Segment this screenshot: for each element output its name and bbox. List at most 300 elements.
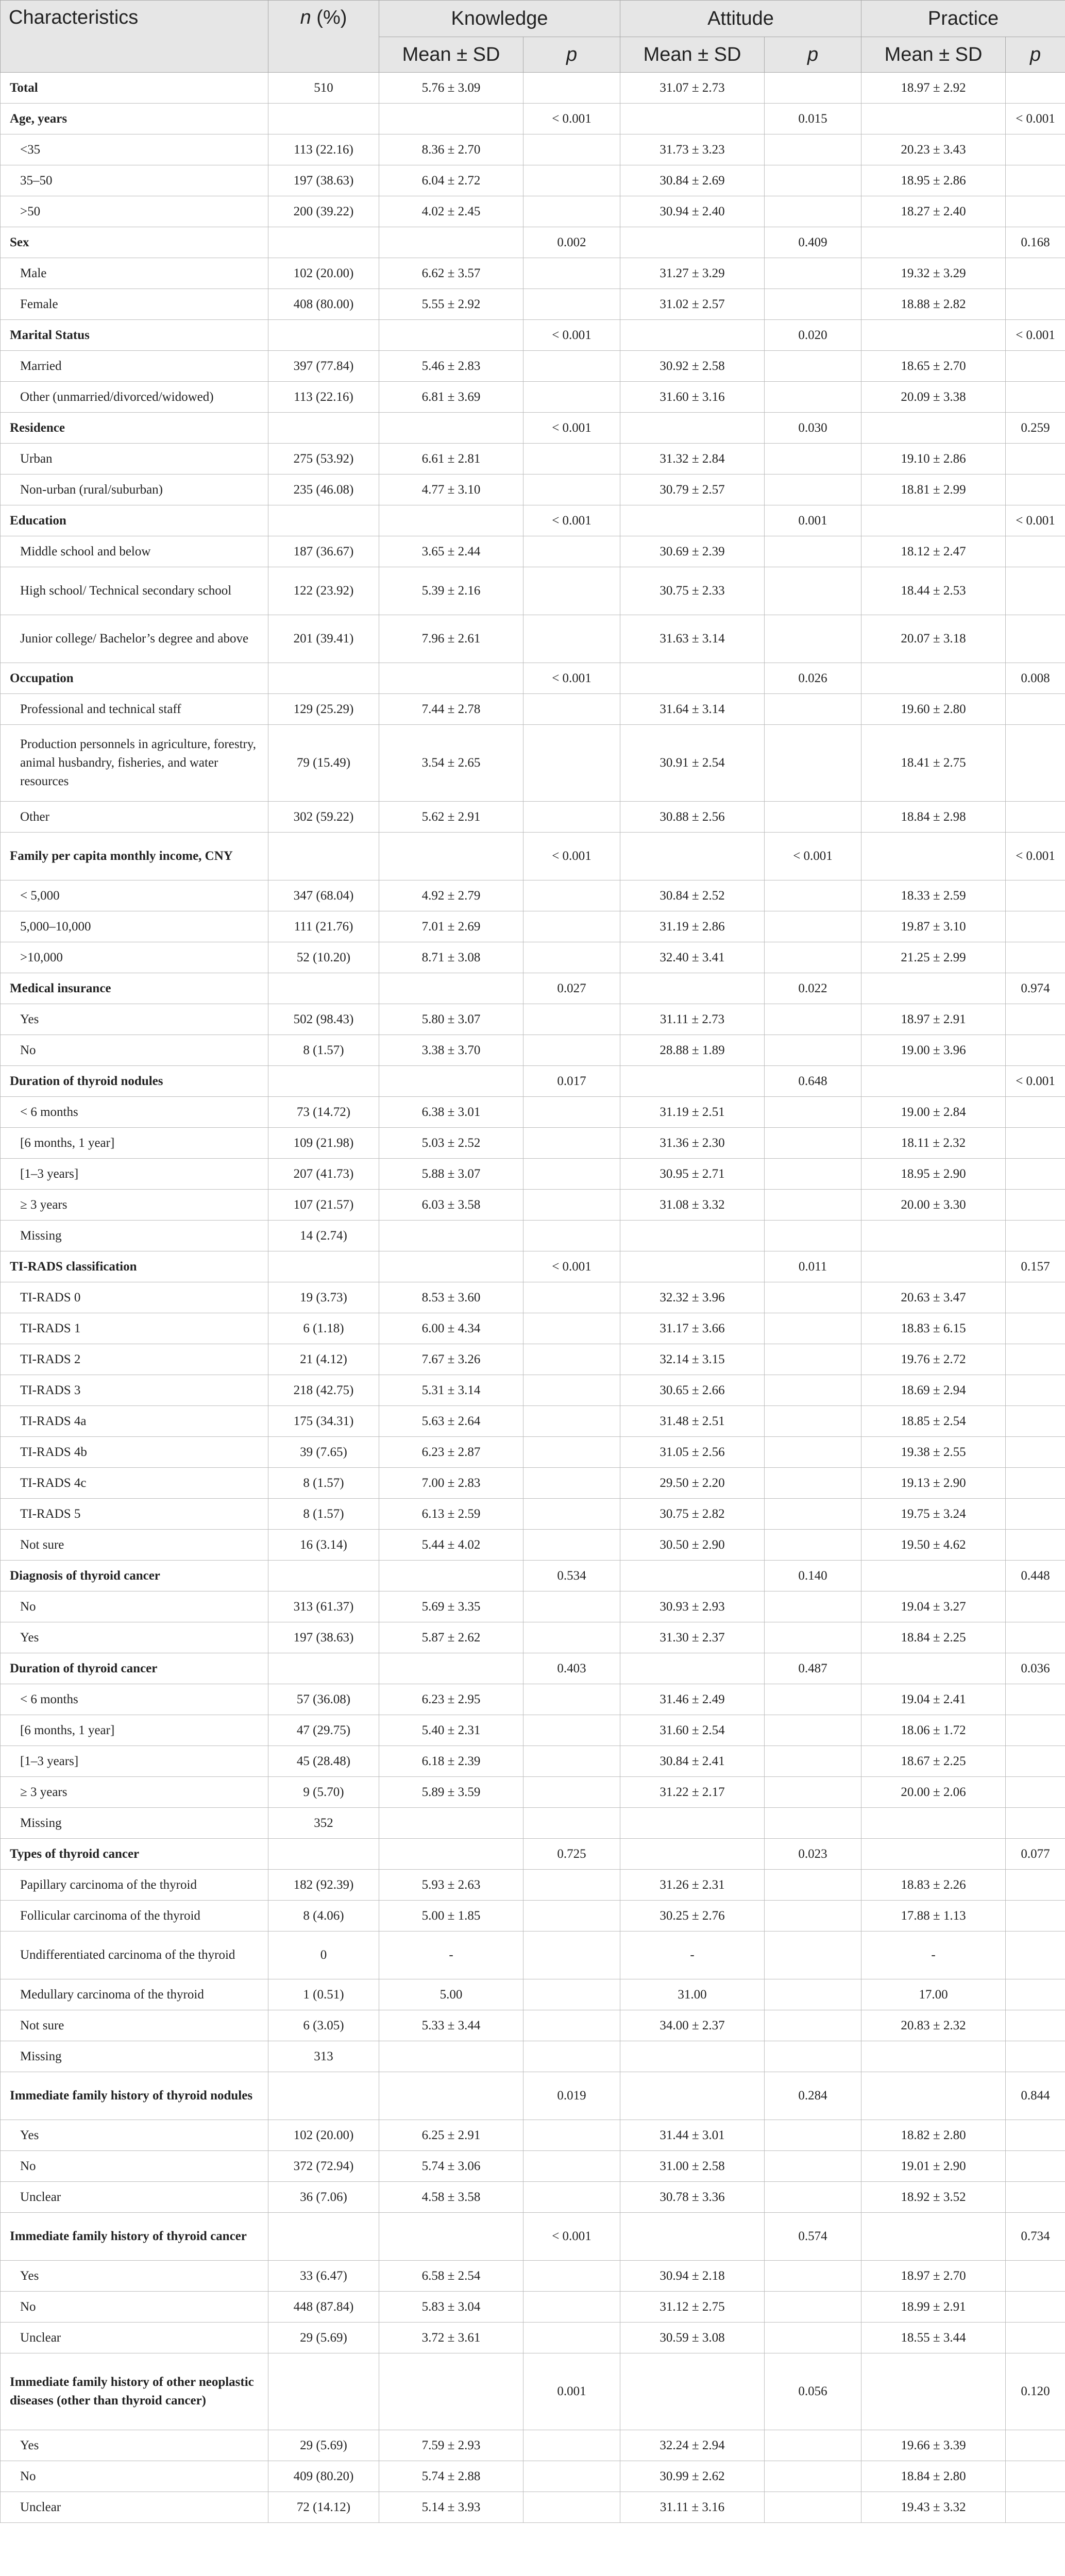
row-n: 175 (34.31)	[268, 1406, 379, 1437]
table-row	[1, 1344, 1065, 1375]
row-knowledge-p	[523, 694, 620, 725]
row-practice-p	[1006, 351, 1065, 382]
row-knowledge: 6.00 ± 4.34	[379, 1313, 523, 1344]
table-row	[1, 1221, 1065, 1251]
row-practice: 19.75 ± 3.24	[861, 1499, 1006, 1530]
row-knowledge-p	[523, 2182, 620, 2213]
section-knowledge-p: < 0.001	[523, 663, 620, 694]
row-practice: 19.50 ± 4.62	[861, 1530, 1006, 1561]
row-n: 57 (36.08)	[268, 1684, 379, 1715]
row-practice-p	[1006, 1375, 1065, 1406]
row-practice: 19.87 ± 3.10	[861, 911, 1006, 942]
row-attitude-p	[765, 1901, 861, 1931]
section-practice-p: < 0.001	[1006, 1066, 1065, 1097]
row-attitude-p	[765, 1035, 861, 1066]
section-practice	[861, 1066, 1006, 1097]
header-practice-mean-sd: Mean ± SD	[861, 37, 1006, 73]
row-practice: 20.00 ± 2.06	[861, 1777, 1006, 1808]
row-practice: 20.63 ± 3.47	[861, 1282, 1006, 1313]
table-row	[1, 1901, 1065, 1931]
row-label: Unclear	[1, 2323, 268, 2353]
row-n: 397 (77.84)	[268, 351, 379, 382]
table-row	[1, 1004, 1065, 1035]
row-knowledge: 8.36 ± 2.70	[379, 134, 523, 165]
section-practice-p: 0.844	[1006, 2072, 1065, 2120]
row-knowledge: 5.03 ± 2.52	[379, 1128, 523, 1159]
row-practice: 18.99 ± 2.91	[861, 2292, 1006, 2323]
section-title: Medical insurance	[1, 973, 268, 1004]
row-knowledge-p	[523, 134, 620, 165]
row-attitude: 31.27 ± 3.29	[620, 258, 765, 289]
row-practice-p	[1006, 2492, 1065, 2523]
row-practice-p	[1006, 2041, 1065, 2072]
table-row	[1, 2461, 1065, 2492]
row-practice: 19.01 ± 2.90	[861, 2151, 1006, 2182]
row-attitude: 30.95 ± 2.71	[620, 1159, 765, 1190]
row-label: < 6 months	[1, 1097, 268, 1128]
row-n: 33 (6.47)	[268, 2261, 379, 2292]
row-practice: -	[861, 1931, 1006, 1979]
table-row	[1, 1097, 1065, 1128]
section-practice	[861, 833, 1006, 880]
row-attitude-p	[765, 196, 861, 227]
section-practice-p: 0.974	[1006, 973, 1065, 1004]
section-practice-p: 0.077	[1006, 1839, 1065, 1870]
row-knowledge-p	[523, 1901, 620, 1931]
row-n: 29 (5.69)	[268, 2430, 379, 2461]
section-knowledge-p: 0.725	[523, 1839, 620, 1870]
section-practice	[861, 1839, 1006, 1870]
row-attitude: 31.73 ± 3.23	[620, 134, 765, 165]
row-knowledge: 3.72 ± 3.61	[379, 2323, 523, 2353]
row-attitude: 30.65 ± 2.66	[620, 1375, 765, 1406]
row-label: <35	[1, 134, 268, 165]
row-label: Female	[1, 289, 268, 320]
table-row	[1, 1499, 1065, 1530]
table-row	[1, 289, 1065, 320]
row-knowledge: 5.14 ± 3.93	[379, 2492, 523, 2523]
row-attitude-p	[765, 1437, 861, 1468]
row-practice: 19.43 ± 3.32	[861, 2492, 1006, 2523]
row-n: 73 (14.72)	[268, 1097, 379, 1128]
section-knowledge-p: < 0.001	[523, 1251, 620, 1282]
row-knowledge: 3.54 ± 2.65	[379, 725, 523, 802]
table-row	[1, 2292, 1065, 2323]
row-n: 8 (1.57)	[268, 1035, 379, 1066]
row-knowledge: 7.96 ± 2.61	[379, 615, 523, 663]
row-knowledge-p	[523, 1591, 620, 1622]
total-knowledge: 5.76 ± 3.09	[379, 73, 523, 104]
section-header-row	[1, 320, 1065, 351]
section-practice	[861, 505, 1006, 536]
section-header-row	[1, 2353, 1065, 2430]
row-attitude-p	[765, 2323, 861, 2353]
section-n	[268, 833, 379, 880]
row-label: Professional and technical staff	[1, 694, 268, 725]
row-knowledge-p	[523, 880, 620, 911]
row-attitude-p	[765, 615, 861, 663]
row-attitude-p	[765, 2010, 861, 2041]
table-row	[1, 911, 1065, 942]
row-attitude: 30.25 ± 2.76	[620, 1901, 765, 1931]
section-knowledge-p: 0.001	[523, 2353, 620, 2430]
row-practice-p	[1006, 1190, 1065, 1221]
row-n: 6 (3.05)	[268, 2010, 379, 2041]
row-n: 36 (7.06)	[268, 2182, 379, 2213]
table-body	[1, 73, 1065, 2523]
row-label: TI-RADS 2	[1, 1344, 268, 1375]
row-practice: 19.04 ± 2.41	[861, 1684, 1006, 1715]
row-attitude-p	[765, 1190, 861, 1221]
row-attitude: 31.32 ± 2.84	[620, 444, 765, 474]
section-practice-p: 0.259	[1006, 413, 1065, 444]
row-knowledge-p	[523, 615, 620, 663]
row-attitude-p	[765, 2292, 861, 2323]
row-practice: 18.83 ± 2.26	[861, 1870, 1006, 1901]
row-attitude-p	[765, 1282, 861, 1313]
table-row	[1, 1622, 1065, 1653]
section-header-row	[1, 1653, 1065, 1684]
row-attitude	[620, 1808, 765, 1839]
row-knowledge-p	[523, 1313, 620, 1344]
row-attitude: 29.50 ± 2.20	[620, 1468, 765, 1499]
section-title: Immediate family history of thyroid cancer	[1, 2213, 268, 2261]
row-practice: 18.65 ± 2.70	[861, 351, 1006, 382]
row-knowledge-p	[523, 1190, 620, 1221]
table-row	[1, 615, 1065, 663]
row-knowledge-p	[523, 2461, 620, 2492]
row-practice-p	[1006, 1221, 1065, 1251]
row-practice-p	[1006, 165, 1065, 196]
section-knowledge-p: 0.017	[523, 1066, 620, 1097]
row-attitude: 31.26 ± 2.31	[620, 1870, 765, 1901]
table-row	[1, 1128, 1065, 1159]
section-header-row	[1, 413, 1065, 444]
row-practice-p	[1006, 1870, 1065, 1901]
row-attitude-p	[765, 1406, 861, 1437]
section-header-row	[1, 104, 1065, 134]
section-practice	[861, 413, 1006, 444]
row-label: Other (unmarried/divorced/widowed)	[1, 382, 268, 413]
row-attitude: 31.63 ± 3.14	[620, 615, 765, 663]
row-label: < 6 months	[1, 1684, 268, 1715]
section-attitude-p: 0.026	[765, 663, 861, 694]
row-attitude: 30.99 ± 2.62	[620, 2461, 765, 2492]
row-knowledge: 5.88 ± 3.07	[379, 1159, 523, 1190]
total-attitude-p	[765, 73, 861, 104]
row-knowledge-p	[523, 942, 620, 973]
row-attitude-p	[765, 1375, 861, 1406]
section-practice-p: 0.008	[1006, 663, 1065, 694]
row-attitude-p	[765, 134, 861, 165]
table-row	[1, 880, 1065, 911]
row-label: Missing	[1, 2041, 268, 2072]
row-attitude: 30.69 ± 2.39	[620, 536, 765, 567]
row-practice: 20.83 ± 2.32	[861, 2010, 1006, 2041]
row-attitude-p	[765, 725, 861, 802]
section-title: Age, years	[1, 104, 268, 134]
row-practice-p	[1006, 567, 1065, 615]
row-attitude: 28.88 ± 1.89	[620, 1035, 765, 1066]
section-header-row	[1, 2072, 1065, 2120]
section-title: Residence	[1, 413, 268, 444]
row-knowledge: 3.65 ± 2.44	[379, 536, 523, 567]
row-n: 102 (20.00)	[268, 2120, 379, 2151]
row-practice-p	[1006, 802, 1065, 833]
row-label: Missing	[1, 1221, 268, 1251]
row-n: 29 (5.69)	[268, 2323, 379, 2353]
table-row	[1, 1870, 1065, 1901]
row-knowledge: 6.18 ± 2.39	[379, 1746, 523, 1777]
row-practice-p	[1006, 1777, 1065, 1808]
table-row	[1, 2010, 1065, 2041]
row-attitude-p	[765, 2461, 861, 2492]
header-characteristics: Characteristics	[1, 1, 268, 73]
row-practice-p	[1006, 2461, 1065, 2492]
row-knowledge: 6.23 ± 2.87	[379, 1437, 523, 1468]
row-knowledge-p	[523, 1777, 620, 1808]
row-label: No	[1, 2292, 268, 2323]
row-attitude: 31.05 ± 2.56	[620, 1437, 765, 1468]
row-practice-p	[1006, 1808, 1065, 1839]
row-practice: 19.04 ± 3.27	[861, 1591, 1006, 1622]
header-attitude-p: p	[765, 37, 861, 73]
table-row	[1, 1468, 1065, 1499]
section-attitude-p: 0.574	[765, 2213, 861, 2261]
row-label: No	[1, 1035, 268, 1066]
row-practice-p	[1006, 1979, 1065, 2010]
row-attitude-p	[765, 1313, 861, 1344]
section-knowledge	[379, 505, 523, 536]
table-row	[1, 1159, 1065, 1190]
row-attitude-p	[765, 1097, 861, 1128]
row-label: 35–50	[1, 165, 268, 196]
row-knowledge-p	[523, 1746, 620, 1777]
row-attitude: 32.24 ± 2.94	[620, 2430, 765, 2461]
section-title: TI-RADS classification	[1, 1251, 268, 1282]
row-n: 0	[268, 1931, 379, 1979]
row-label: [1–3 years]	[1, 1746, 268, 1777]
row-attitude-p	[765, 1468, 861, 1499]
row-practice-p	[1006, 536, 1065, 567]
row-knowledge: 4.02 ± 2.45	[379, 196, 523, 227]
table-row	[1, 2261, 1065, 2292]
section-knowledge-p: 0.403	[523, 1653, 620, 1684]
section-title: Family per capita monthly income, CNY	[1, 833, 268, 880]
row-knowledge: 6.38 ± 3.01	[379, 1097, 523, 1128]
row-knowledge: -	[379, 1931, 523, 1979]
row-practice-p	[1006, 1746, 1065, 1777]
section-knowledge	[379, 1653, 523, 1684]
row-n: 45 (28.48)	[268, 1746, 379, 1777]
row-practice	[861, 1221, 1006, 1251]
section-header-row	[1, 1561, 1065, 1591]
row-attitude: 31.60 ± 2.54	[620, 1715, 765, 1746]
row-practice: 19.00 ± 2.84	[861, 1097, 1006, 1128]
row-practice: 18.92 ± 3.52	[861, 2182, 1006, 2213]
row-label: ≥ 3 years	[1, 1777, 268, 1808]
row-knowledge: 5.46 ± 2.83	[379, 351, 523, 382]
row-knowledge-p	[523, 536, 620, 567]
row-knowledge-p	[523, 1499, 620, 1530]
row-knowledge-p	[523, 2323, 620, 2353]
section-header-row	[1, 227, 1065, 258]
row-label: No	[1, 2151, 268, 2182]
row-n: 122 (23.92)	[268, 567, 379, 615]
row-attitude-p	[765, 1004, 861, 1035]
section-header-row	[1, 973, 1065, 1004]
row-practice-p	[1006, 1437, 1065, 1468]
row-practice: 18.84 ± 2.25	[861, 1622, 1006, 1653]
row-label: Junior college/ Bachelor’s degree and above	[1, 615, 268, 663]
section-attitude-p: 0.015	[765, 104, 861, 134]
row-label: Unclear	[1, 2182, 268, 2213]
row-knowledge: 3.38 ± 3.70	[379, 1035, 523, 1066]
section-n	[268, 1839, 379, 1870]
row-knowledge-p	[523, 2430, 620, 2461]
row-attitude: 31.22 ± 2.17	[620, 1777, 765, 1808]
table-row	[1, 1437, 1065, 1468]
row-knowledge: 7.67 ± 3.26	[379, 1344, 523, 1375]
section-title: Diagnosis of thyroid cancer	[1, 1561, 268, 1591]
row-knowledge: 7.00 ± 2.83	[379, 1468, 523, 1499]
row-knowledge: 8.71 ± 3.08	[379, 942, 523, 973]
row-label: Medullary carcinoma of the thyroid	[1, 1979, 268, 2010]
row-knowledge: 6.23 ± 2.95	[379, 1684, 523, 1715]
section-title: Occupation	[1, 663, 268, 694]
header-attitude: Attitude	[620, 1, 861, 37]
row-practice-p	[1006, 1591, 1065, 1622]
section-attitude-p: 0.409	[765, 227, 861, 258]
row-knowledge: 5.00	[379, 1979, 523, 2010]
row-n: 8 (4.06)	[268, 1901, 379, 1931]
row-attitude: 31.30 ± 2.37	[620, 1622, 765, 1653]
row-practice-p	[1006, 1344, 1065, 1375]
row-practice-p	[1006, 1313, 1065, 1344]
section-attitude	[620, 413, 765, 444]
row-attitude-p	[765, 1808, 861, 1839]
row-attitude: 30.94 ± 2.18	[620, 2261, 765, 2292]
row-practice: 18.88 ± 2.82	[861, 289, 1006, 320]
row-attitude: 31.60 ± 3.16	[620, 382, 765, 413]
row-attitude: 30.84 ± 2.69	[620, 165, 765, 196]
row-attitude-p	[765, 1777, 861, 1808]
section-title: Duration of thyroid cancer	[1, 1653, 268, 1684]
section-attitude	[620, 973, 765, 1004]
row-label: Yes	[1, 1004, 268, 1035]
row-attitude-p	[765, 2182, 861, 2213]
row-attitude-p	[765, 2492, 861, 2523]
row-label: [6 months, 1 year]	[1, 1715, 268, 1746]
row-n: 218 (42.75)	[268, 1375, 379, 1406]
section-header-row	[1, 663, 1065, 694]
table-row	[1, 2323, 1065, 2353]
row-practice: 18.85 ± 2.54	[861, 1406, 1006, 1437]
section-knowledge-p: 0.534	[523, 1561, 620, 1591]
row-attitude-p	[765, 258, 861, 289]
row-attitude: 31.08 ± 3.32	[620, 1190, 765, 1221]
section-header-row	[1, 1251, 1065, 1282]
row-label: Unclear	[1, 2492, 268, 2523]
section-header-row	[1, 833, 1065, 880]
table-header	[1, 1, 1065, 73]
row-knowledge: 7.01 ± 2.69	[379, 911, 523, 942]
row-knowledge-p	[523, 289, 620, 320]
row-n: 409 (80.20)	[268, 2461, 379, 2492]
section-n	[268, 1066, 379, 1097]
row-practice: 18.11 ± 2.32	[861, 1128, 1006, 1159]
row-attitude-p	[765, 1344, 861, 1375]
row-practice: 18.67 ± 2.25	[861, 1746, 1006, 1777]
row-knowledge-p	[523, 1530, 620, 1561]
row-n: 111 (21.76)	[268, 911, 379, 942]
row-knowledge-p	[523, 444, 620, 474]
row-attitude-p	[765, 1159, 861, 1190]
row-n: 235 (46.08)	[268, 474, 379, 505]
row-n: 109 (21.98)	[268, 1128, 379, 1159]
row-label: Other	[1, 802, 268, 833]
row-knowledge-p	[523, 1221, 620, 1251]
header-knowledge-p: p	[523, 37, 620, 73]
row-practice: 18.27 ± 2.40	[861, 196, 1006, 227]
section-knowledge	[379, 2353, 523, 2430]
section-attitude-p: 0.648	[765, 1066, 861, 1097]
row-label: Yes	[1, 2430, 268, 2461]
row-knowledge-p	[523, 196, 620, 227]
total-n: 510	[268, 73, 379, 104]
row-attitude-p	[765, 382, 861, 413]
row-attitude-p	[765, 536, 861, 567]
row-knowledge: 6.03 ± 3.58	[379, 1190, 523, 1221]
row-knowledge-p	[523, 2120, 620, 2151]
section-n	[268, 1251, 379, 1282]
section-attitude	[620, 1066, 765, 1097]
row-label: Non-urban (rural/suburban)	[1, 474, 268, 505]
table-row	[1, 1591, 1065, 1622]
table-row	[1, 942, 1065, 973]
section-practice-p: 0.157	[1006, 1251, 1065, 1282]
row-practice-p	[1006, 2323, 1065, 2353]
row-attitude-p	[765, 1591, 861, 1622]
section-attitude	[620, 2072, 765, 2120]
row-practice-p	[1006, 2430, 1065, 2461]
row-attitude: 30.59 ± 3.08	[620, 2323, 765, 2353]
section-n	[268, 104, 379, 134]
row-attitude-p	[765, 942, 861, 973]
section-attitude-p: < 0.001	[765, 833, 861, 880]
row-attitude-p	[765, 1499, 861, 1530]
row-knowledge: 5.74 ± 2.88	[379, 2461, 523, 2492]
row-knowledge-p	[523, 2261, 620, 2292]
table-row	[1, 2492, 1065, 2523]
section-practice	[861, 2072, 1006, 2120]
header-pct: (%)	[311, 7, 347, 28]
row-practice-p	[1006, 1499, 1065, 1530]
section-attitude-p: 0.487	[765, 1653, 861, 1684]
row-label: Missing	[1, 1808, 268, 1839]
row-practice-p	[1006, 911, 1065, 942]
row-knowledge: 5.83 ± 3.04	[379, 2292, 523, 2323]
section-n	[268, 1561, 379, 1591]
section-attitude	[620, 104, 765, 134]
row-knowledge	[379, 2041, 523, 2072]
row-label: Follicular carcinoma of the thyroid	[1, 1901, 268, 1931]
row-attitude-p	[765, 351, 861, 382]
row-practice-p	[1006, 382, 1065, 413]
row-attitude-p	[765, 2261, 861, 2292]
section-title: Types of thyroid cancer	[1, 1839, 268, 1870]
section-knowledge	[379, 104, 523, 134]
